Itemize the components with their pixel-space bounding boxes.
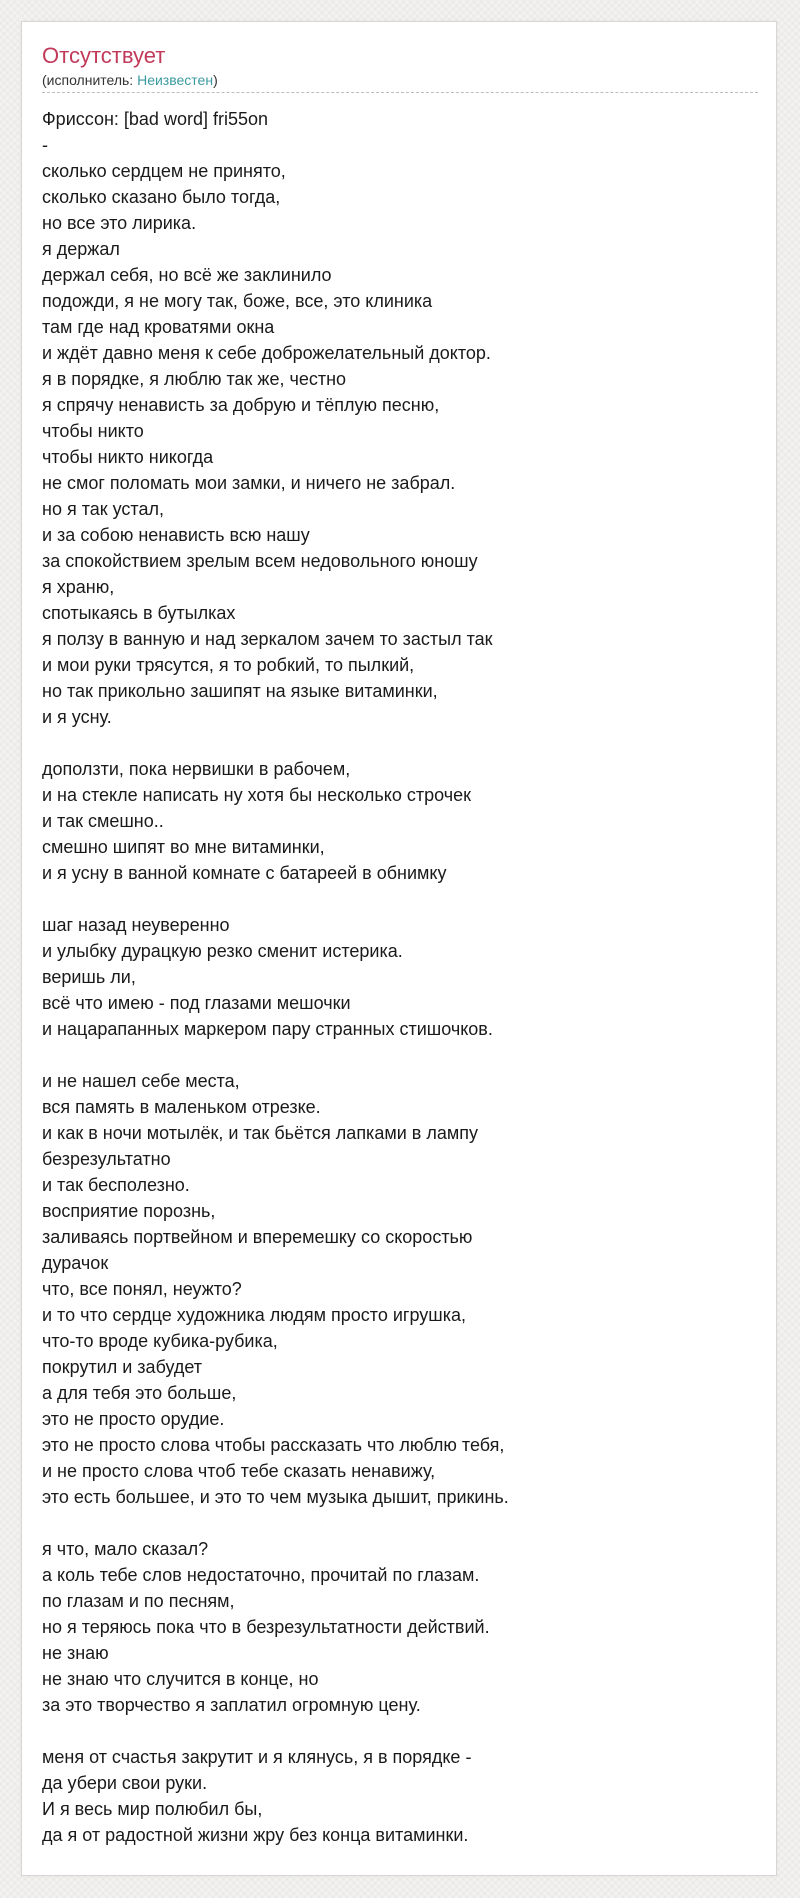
artist-prefix: (исполнитель: xyxy=(42,72,138,88)
artist-link[interactable]: Неизвестен xyxy=(137,72,214,88)
song-title: Отсутствует xyxy=(42,43,166,68)
artist-line xyxy=(42,71,756,89)
title-divider xyxy=(42,92,758,93)
lyrics-card xyxy=(21,21,777,1876)
artist-suffix: ) xyxy=(213,72,218,88)
lyrics-text: Фриссон: [bad word] fri55on - сколько сердцем не принято, сколько сказано было тогда, но все это лирика. я держал держал себя, но всё же заклинило подожди, я не могу так, боже, все, это клиника там где над кроватями окна и ждёт давно меня к себе доброжелательный доктор. я в порядке, я люблю так же, честно я спрячу ненависть за добрую и тёплую песню, чтобы никто чтобы никто никогда не смог поломать мои замки, и ничего не забрал. но я так устал, и за собою ненависть всю нашу за спокойствием зрелым всем недовольного юношу я храню, спотыкаясь в бутылках я ползу в ванную и над зеркалом зачем то застыл так и мои руки трясутся, я то робкий, то пылкий, но так прикольно зашипят на языке витаминки, и я усну. доползти, пока нервишки в рабочем, и на стекле написать ну хотя бы несколько строчек и так смешно.. смешно шипят во мне витаминки, и я усну в ванной комнате с батареей в обнимку шаг назад неуверенно и улыбку дурацкую резко сменит истерика. веришь ли, всё что имею - под глазами мешочки и нацарапанных маркером пару странных стишочков. и не нашел себе места, вся память в маленьком отрезке. и как в ночи мотылёк, и так бьётся лапками в лампу безрезультатно и так бесполезно. восприятие порознь, заливаясь портвейном и вперемешку со скоростью дурачок что, все понял, неужто? и то что сердце художника людям просто игрушка, что-то вроде кубика-рубика, покрутил и забудет а для тебя это больше, это не просто орудие. это не просто слова чтобы рассказать что люблю тебя, и не просто слова чтоб тебе сказать ненавижу, это есть большее, и это то чем музыка дышит, прикинь. я что, мало сказал? а коль тебе слов недостаточно, прочитай по глазам. по глазам и по песням, но я теряюсь пока что в безрезультатности действий. не знаю не знаю что случится в конце, но за это творчество я заплатил огромную цену. меня от счастья закрутит и я клянусь, я в порядке - да убери свои руки. И я весь мир полюбил бы, да я от радостной жизни жру без конца витаминки. xyxy=(42,109,509,1845)
